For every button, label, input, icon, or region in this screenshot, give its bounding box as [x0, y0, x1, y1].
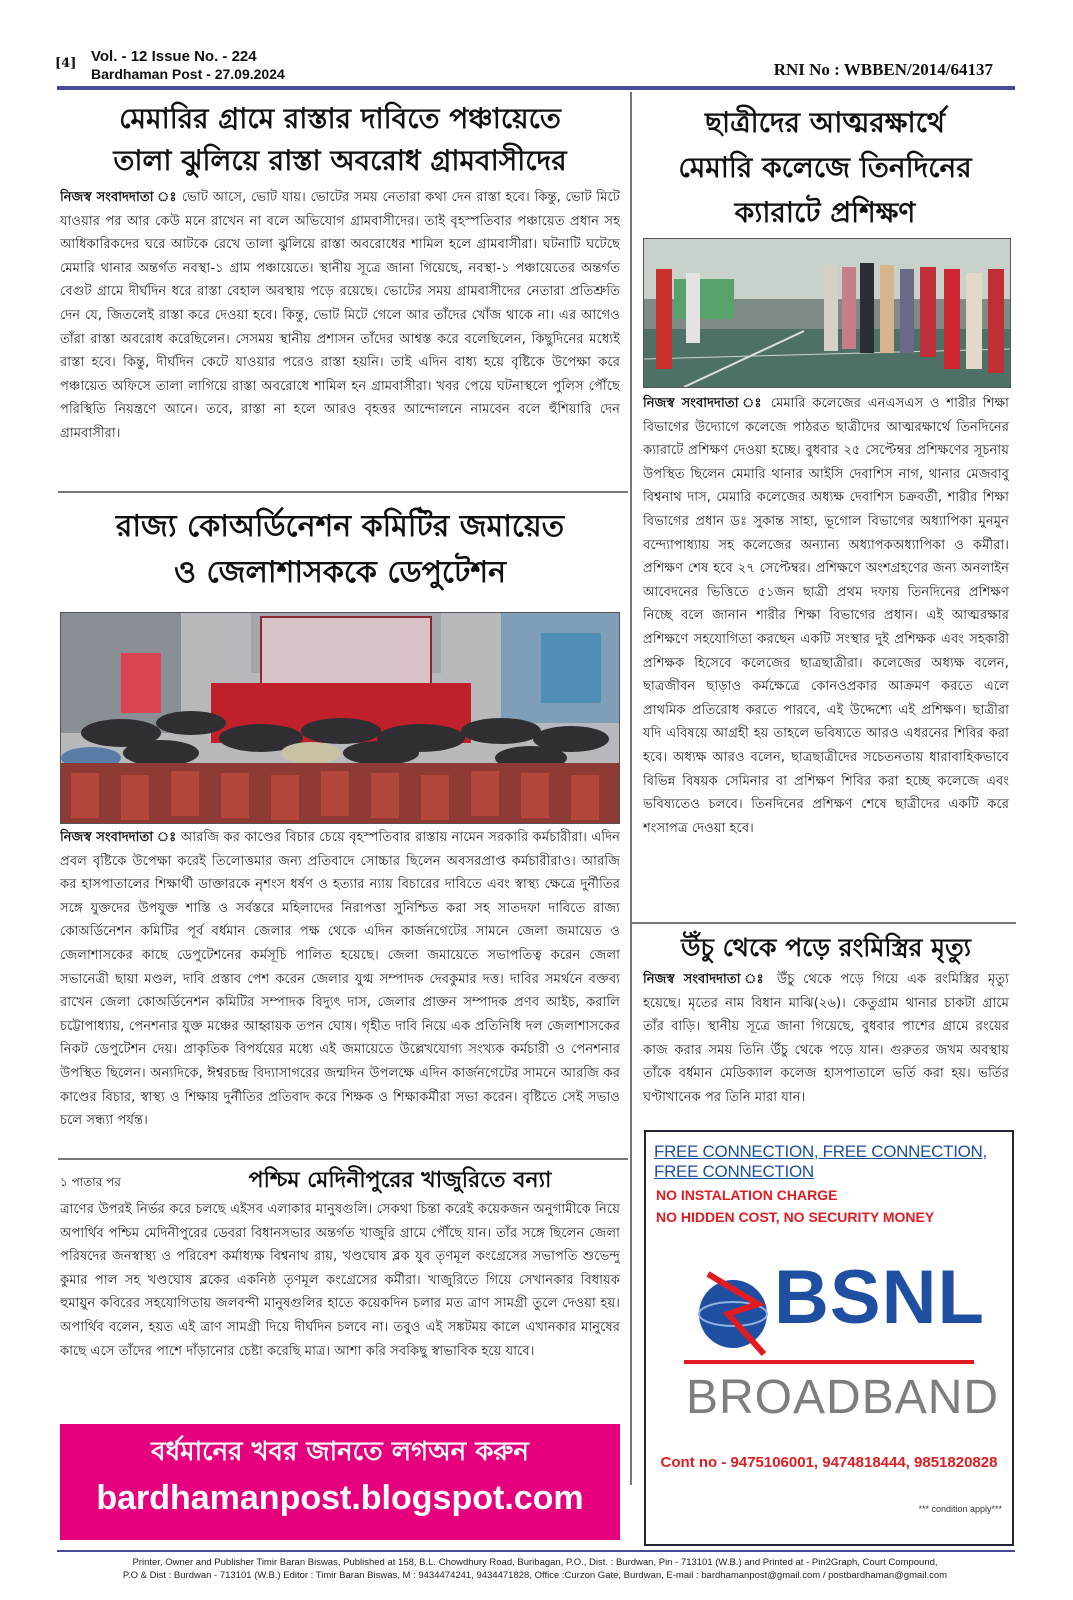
karate-photo [643, 238, 1011, 388]
imprint: Printer, Owner and Publisher Timir Baran Biswas, Published at 158, B.L. Chowdhury Road, Buribagan, P.O., Dist. : Burdwan, Pin - 713101 (W.B.) and Printed at - Pin2Graph, Court Compound, P.O & Dist : Burdwan - 713101 (W.B.) Editor : Timir Baran Biswas, M : 9434474241, 9434471828, Office :Curzon Gate, Burdwan, E-mail : bardhamanpost@gmail.com / postbardhaman@gmail.com [122, 1557, 948, 1581]
article1-byline: নিজস্ব সংবাদদাতা ঃ [60, 190, 178, 205]
issue-date: Bardhaman Post - 27.09.2024 [91, 66, 285, 82]
blog-ad-tagline: বর্ধমানের খবর জানতে লগঅন করুন [151, 1437, 529, 1467]
footer-rule [57, 1550, 1015, 1552]
bsnl-contact: Cont no - 9475106001, 9474818444, 9851820828 [660, 1454, 998, 1471]
bsnl-brand: BSNL [774, 1255, 985, 1340]
blog-ad[interactable] [60, 1424, 620, 1540]
bsnl-tagline: FREE CONNECTION, FREE CONNECTION, FREE CONNECTION [654, 1142, 987, 1181]
article2-headline: রাজ্য কোঅর্ডিনেশন কমিটির জমায়েত ও জেলাশাসককে ডেপুটেশন [115, 509, 565, 590]
divider [632, 922, 1016, 924]
article5-body: নিজস্ব সংবাদদাতা ঃ উঁচু থেকে পড়ে গিয়ে এক রংমিস্ত্রির মৃত্যু হয়েছে। মৃতের নাম বিধান মাঝি(২৬)। কেতুগ্রাম থানার চাকটা গ্রামে তাঁর বাড়ি। স্থানীয় সূত্রে জানা গিয়েছে, বুধবার পাশের গ্রামে রংয়ের কাজ করার সময় তিনি উঁচু থেকে পড়ে যান। গুরুতর জখম অবস্থায় তাঁকে বর্ধমান মেডিক্যাল কলেজ হাসপাতালে ভর্তি করা হয়। ভর্তির ঘণ্টাখানেক পর তিনি মারা যান। [643, 972, 1009, 1105]
article5-headline: উঁচু থেকে পড়ে রংমিস্ত্রির মৃত্যু [680, 933, 972, 962]
article3-body: ত্রাণের উপরই নির্ভর করে চলছে এইসব এলাকার মানুষগুলি। সেকথা চিন্তা করেই কয়েকজন অনুগামীকে নিয়ে অপার্থিব পশ্চিম মেদিনীপুরের ডেবরা বিধানসভার অন্তর্গত খাজুরি গ্রামে পৌঁছে যান। তাঁর সঙ্গে ছিলেন জেলা পরিষদের জনস্বাস্থ্য ও পরিবেশ কর্মাধ্যক্ষ বিশ্বনাথ রায়, খণ্ডঘোষ ব্লক যুব তৃণমূল কংগ্রেসের সভাপতি শুভেন্দু কুমার পাল সহ খণ্ডঘোষ ব্লকের একনিষ্ঠ তৃণমূল কংগ্রেসের কর্মীরা। খাজুরিতে গিয়ে সেখানকার বিধায়ক হুমায়ুন কবিরের সহযোগিতায় জলবন্দী মানুষগুলির হাতে কয়েকদিন চলার মত ত্রাণ সামগ্রী তুলে দেওয়া হয়। অপার্থিব বলেন, হয়ত এই ত্রাণ সামগ্রী দিয়ে দীর্ঘদিন চলবে না। তবুও এই সঙ্কটময় কালে এখানকার মানুষের কাছে এসে তাঁদের পাশে দাঁড়ানোর চেষ্টা করেছি মাত্র। আশা করি সবকিছু স্বাভাবিক হয়ে যাবে। [60, 1202, 620, 1359]
article5-byline: নিজস্ব সংবাদদাতা ঃ [643, 972, 769, 987]
header-rule [57, 86, 1015, 90]
blog-ad-url[interactable]: bardhamanpost.blogspot.com [96, 1479, 584, 1517]
article1-body: নিজস্ব সংবাদদাতা ঃ ভোট আসে, ভোট যায়। ভোটের সময় নেতারা কথা দেন রাস্তা হবে। কিন্তু, ভোট মিটে যাওয়ার পর আর কেউ মনে রাখেন না বলে অভিযোগ গ্রামবাসীদের। তাই বৃহস্পতিবার পঞ্চায়েত প্রধান সহ আধিকারিকদের ঘরে আটকে রেখে তালা ঝুলিয়ে রাস্তা অবরোধের শামিল হলে গ্রামবাসীরা। ঘটনাটি ঘটেছে মেমারি থানার অন্তর্গত নবস্থা-১ গ্রাম পঞ্চায়েতে। স্থানীয় সূত্রে জানা গিয়েছে, নবস্থা-১ পঞ্চায়েতের অন্তর্গত বেগুট গ্রামে দীর্ঘদিন ধরে রাস্তা বেহাল অবস্থায় পড়ে রয়েছে। ভোটের সময় গ্রামবাসীদের নেতারা প্রতিশ্রুতি দেন যে, জিতলেই রাস্তা করে দেওয়া হবে। কিন্তু, ভোট মিটে গেলে আর তাঁদের খোঁজ থাকে না। এর আগেও তাঁরা রাস্তা অবরোধ করেছিলেন। সেসময় স্থানীয় প্রশাসন তাঁদের আশ্বস্ত করে বলেছিলেন, কিছুদিনের মধ্যেই রাস্তা হবে। কিন্তু, দীর্ঘদিন কেটে যাওয়ার পরেও রাস্তা হয়নি। তাই এদিন বাধ্য হয়ে বৃষ্টিকে উপেক্ষা করে পঞ্চায়েত অফিসে তালা লাগিয়ে রাস্তা অবরোধে শামিল হন গ্রামবাসীরা। খবর পেয়ে ঘটনাস্থলে পুলিস পৌঁছে পরিস্থিতি নিয়ন্ত্রণে আনে। তবে, রাস্তা না হলে আরও বৃহত্তর আন্দোলনে নামবেন বলে হুঁশিয়ারি দেন গ্রামবাসীরা। [60, 190, 620, 441]
bsnl-note: *** condition apply*** [918, 1504, 1002, 1514]
rni-number: RNI No : WBBEN/2014/64137 [773, 60, 993, 79]
divider [58, 491, 628, 493]
bsnl-ad[interactable] [644, 1130, 1014, 1546]
article4-body: নিজস্ব সংবাদদাতা ঃ মেমারি কলেজের এনএসএস ও শারীর শিক্ষা বিভাগের উদ্যোগে কলেজে পাঠরত ছাত্রীদের আত্মরক্ষার্থে তিনদিনের ক্যারাটে প্রশিক্ষণ দেওয়া হচ্ছে। বুধবার ২৫ সেপ্টেম্বর প্রশিক্ষণের সূচনায় উপস্থিত ছিলেন মেমারি থানার আইসি দেবাশিস নাগ, থানার মেজবাবু বিশ্বনাথ দাস, মেমারি কলেজের অধ্যক্ষ দেবাশিস চক্রবর্তী, শারীর শিক্ষা বিভাগের প্রধান ডঃ সুকান্ত সাহা, ভূগোল বিভাগের অধ্যাপিকা মুনমুন বন্দ্যোপাধ্যায় সহ কলেজের অন্যান্য অধ্যাপকঅধ্যাপিকা ও কর্মীরা। প্রশিক্ষণ শেষ হবে ২৭ সেপ্টেম্বর। প্রশিক্ষণে অংশগ্রহণের জন্য অনলাইন আবেদনের ভিত্তিতে ৫১জন ছাত্রী প্রথম দফায় তিনদিনের প্রশিক্ষণ নিচ্ছে বলে জানান শারীর শিক্ষা বিভাগের প্রধান। এই আত্মরক্ষার প্রশিক্ষণে সহযোগিতা করছেন একটি সংস্থার দুই প্রশিক্ষক এবং সহকারী প্রশিক্ষক হিসেবে কলেজের ছাত্রছাত্রীরা। কলেজের অধ্যক্ষ বলেন, ছাত্রজীবন ছাড়াও কর্মক্ষেত্রে কোনওপ্রকার আক্রমণ করতে এলে প্রাথমিক প্রতিরোধ করতে পারবে, এই উদ্দেশ্যে এই প্রশিক্ষণ। ছাত্রীরা যদি এবিষয়ে আগ্রহী হয় তাহলে ভবিষ্যতে আরও এধরনের শিবির করা হবে। অধ্যক্ষ আরও বলেন, ছাত্রছাত্রীদের সচেতনতায় ধারাবাহিকভাবে বিভিন্ন বিষয়ক সেমিনার বা প্রশিক্ষণ শিবির করা হচ্ছে কলেজে এবং ভবিষ্যতেও চলবে। তিনদিনের প্রশিক্ষণ শেষে ছাত্রীদের একটি করে শংসাপত্র দেওয়া হবে। [643, 396, 1009, 836]
column-divider [630, 92, 632, 1485]
article1-headline: মেমারির গ্রামে রাস্তার দাবিতে পঞ্চায়েতে তালা ঝুলিয়ে রাস্তা অবরোধ গ্রামবাসীদের [113, 102, 567, 177]
rally-photo [60, 612, 620, 824]
article3-headline: পশ্চিম মেদিনীপুরের খাজুরিতে বন্যা [248, 1168, 552, 1193]
rally-photo-image [61, 613, 619, 823]
bsnl-product: BROADBAND [686, 1371, 1000, 1424]
divider [58, 1158, 628, 1160]
article2-byline: নিজস্ব সংবাদদাতা ঃ [60, 830, 177, 845]
article4-byline: নিজস্ব সংবাদদাতা ঃ [643, 396, 765, 411]
bsnl-accent-bar [684, 1360, 974, 1364]
bsnl-globe-icon [688, 1254, 778, 1364]
bsnl-offer: NO INSTALATION CHARGE NO HIDDEN COST, NO SECURITY MONEY [656, 1187, 935, 1225]
article2-body: নিজস্ব সংবাদদাতা ঃ আরজি কর কাণ্ডের বিচার চেয়ে বৃহস্পতিবার রাস্তায় নামেন সরকারি কর্মচারীরা। এদিন প্রবল বৃষ্টিকে উপেক্ষা করেই তিলোত্তমার জন্য প্রতিবাদে সোচ্চার ছিলেন অবসরপ্রাপ্ত কর্মচারীরাও। আরজি কর হাসপাতালের শিক্ষার্থী ডাক্তারকে নৃশংস ধর্ষণ ও হত্যার ন্যায় বিচারের দাবিতে এবং স্বাস্থ্য ক্ষেত্রে দুর্নীতির সঙ্গে যুক্তদের উপযুক্ত শাস্তি ও সর্বস্তরে মহিলাদের নিরাপত্তা সুনিশ্চিত করা সহ সাতদফা দাবিতে রাজ্য কোঅর্ডিনেশন কমিটির পূর্ব বর্ধমান জেলার পক্ষ থেকে এদিন কার্জনগেটের সামনে জেলা জমায়েত ও জেলাশাসকের কাছে ডেপুটেশনের কর্মসূচি পালিত হয়েছে। জেলা জমায়েতে সভাপতিত্ব করেন জেলা সভানেত্রী ছায়া মণ্ডল, দাবি প্রস্তাব পেশ করেন জেলার যুগ্ম সম্পাদক দেবকুমার দত্ত। দাবির সমর্থনে বক্তব্য রাখেন জেলা কোঅর্ডিনেশন কমিটির সম্পাদক বিদ্যুৎ দাস, জেলার প্রাক্তন সম্পাদক প্রণব আইচ, করালি চট্টোপাধ্যায়, পেনশনার যুক্ত মঞ্চের আহ্বায়ক তপন ঘোষ। গৃহীত দাবি নিয়ে এক প্রতিনিধি দল জেলাশাসকের নিকট ডেপুটেশন দেয়। প্রাকৃতিক বিপর্যয়ের মধ্যে এই জমায়েতে উল্লেখযোগ্য সংখ্যক কর্মচারী ও পেনশনার উপস্থিত ছিলেন। অন্যদিকে, ঈশ্বরচন্দ্র বিদ্যাসাগরের জন্মদিন উপলক্ষে এদিন কার্জনগেটের সামনে আরজি কর কাণ্ডের বিচার, স্বাস্থ্য ও শিক্ষায় দুর্নীতির প্রতিবাদ করে শিক্ষক ও শিক্ষাকর্মীরা সভা করেন। বৃষ্টিতে সেই সভাও চলে সন্ধ্যা পর্যন্ত। [60, 830, 620, 1129]
article4-headline: ছাত্রীদের আত্মরক্ষার্থে মেমারি কলেজে তিনদিনের ক্যারাটে প্রশিক্ষণ [678, 106, 972, 229]
page-number: [4] [55, 56, 77, 71]
volume-issue: Vol. - 12 Issue No. - 224 [91, 48, 257, 65]
karate-photo-image [644, 239, 1010, 387]
continued-label: ১ পাতার পর [60, 1175, 121, 1189]
